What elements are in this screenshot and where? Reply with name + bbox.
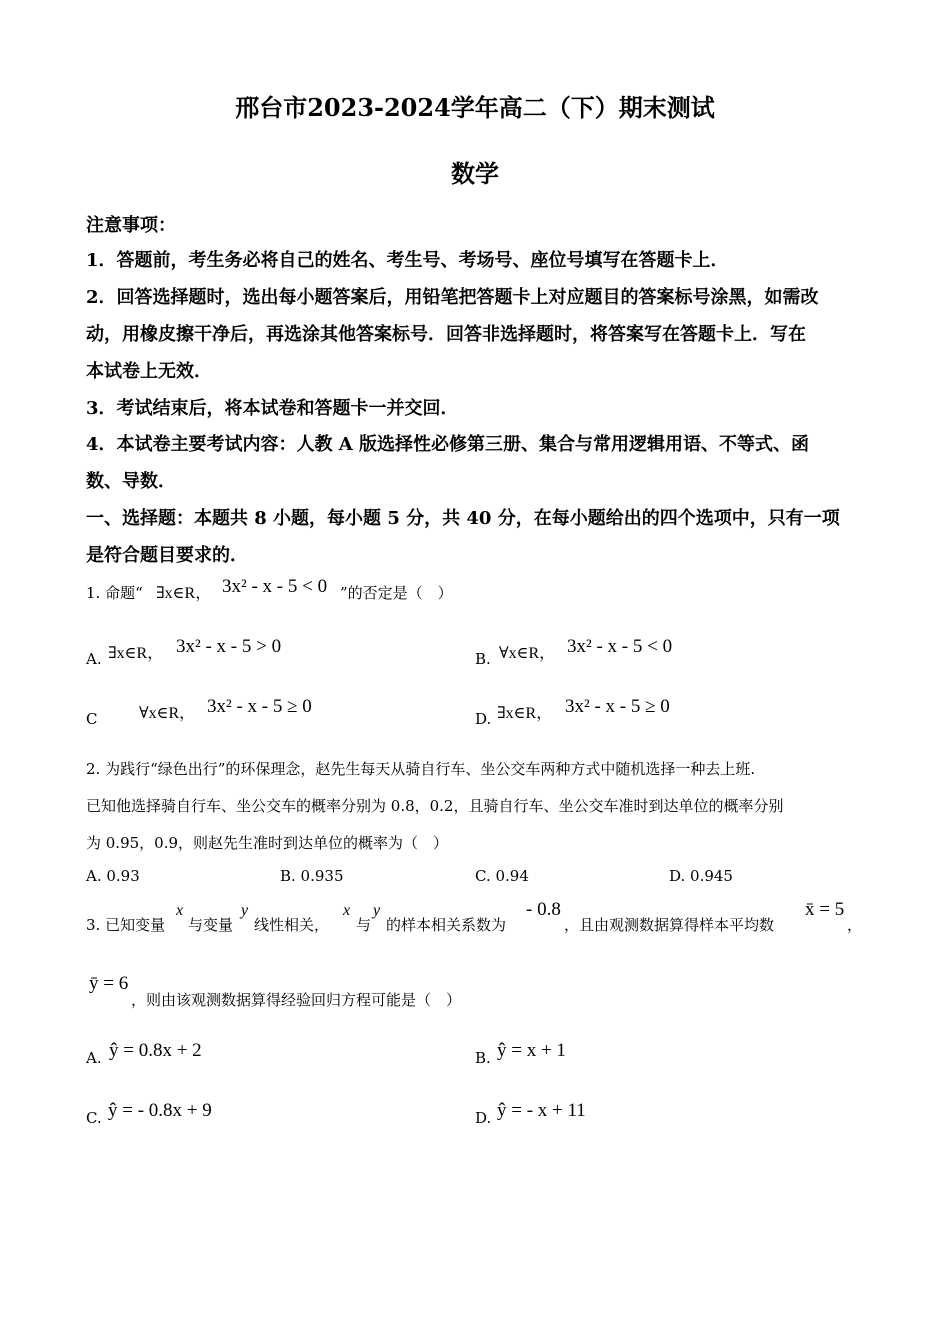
section-heading: 是符合题目要求的．: [86, 545, 248, 566]
q3-text: ，则由该观测数据算得经验回归方程可能是（ ）: [131, 991, 462, 1009]
q3-option-d-label: D.: [475, 1109, 492, 1127]
q2-option-d: D. 0.945: [669, 867, 733, 885]
notice-line: 3．考试结束后，将本试卷和答题卡一并交回．: [86, 398, 459, 419]
section-heading: 一、选择题：本题共 8 小题，每小题 5 分，共 40 分，在每小题给出的四个选项中，只有一项: [86, 508, 840, 529]
q1-option-a-quantifier: ∃x∈R，: [108, 645, 164, 662]
notice-line: 数、导数．: [86, 471, 176, 492]
q1-option-d-expression: 3x² - x - 5 ≥ 0: [565, 696, 670, 717]
notice-line: 动，用橡皮擦干净后，再选涂其他答案标号．回答非选择题时，将答案写在答题卡上．写在: [86, 324, 806, 345]
q2-option-b: B. 0.935: [280, 867, 344, 885]
q3-x-mean: x̄ = 5: [805, 899, 845, 920]
q3-var-y: y: [241, 902, 249, 919]
q3-text: 线性相关，: [254, 916, 330, 934]
q3-option-a-label: A.: [86, 1049, 102, 1067]
q1-option-b-expression: 3x² - x - 5 < 0: [567, 636, 673, 657]
q1-option-c-quantifier: ∀x∈R，: [139, 705, 196, 722]
q3-option-d-expression: ŷ = - x + 11: [497, 1100, 586, 1121]
q1-quantifier: ∃x∈R，: [156, 585, 212, 602]
q1-option-b-quantifier: ∀x∈R，: [499, 645, 556, 662]
q3-text: ，且由观测数据算得样本平均数: [564, 916, 775, 934]
q1-suffix: ”的否定是（ ）: [340, 584, 453, 602]
q3-option-c-expression: ŷ = - 0.8x + 9: [108, 1100, 212, 1121]
notice-line: 4．本试卷主要考试内容：人教 A 版选择性必修第三册、集合与常用逻辑用语、不等式、函: [86, 434, 810, 455]
q3-text: 与: [356, 916, 372, 934]
q3-text: ，: [847, 916, 863, 934]
q2-text-line: 已知他选择骑自行车、坐公交车的概率分别为 0.8，0.2，且骑自行车、坐公交车准时到达单位的概率分别: [86, 797, 784, 815]
q3-correlation-value: - 0.8: [526, 899, 561, 920]
q3-var-x: x: [176, 902, 184, 919]
notice-line: 本试卷上无效．: [86, 361, 212, 382]
q2-text-line: 为 0.95，0.9，则赵先生准时到达单位的概率为（ ）: [86, 834, 449, 852]
q3-text: 的样本相关系数为: [386, 916, 507, 934]
q1-option-d-label: D.: [475, 710, 492, 728]
q3-text: 与变量: [188, 916, 234, 934]
notice-heading: 注意事项：: [86, 215, 176, 236]
q1-option-b-label: B.: [475, 650, 491, 668]
q3-option-b-expression: ŷ = x + 1: [497, 1040, 566, 1061]
exam-title: 邢台市2023-2024学年高二（下）期末测试: [235, 93, 715, 122]
q2-option-c: C. 0.94: [475, 867, 529, 885]
q3-option-c-label: C.: [86, 1109, 102, 1127]
q1-option-c-label: C: [86, 710, 98, 728]
q3-y-mean: ȳ = 6: [89, 973, 129, 994]
subject-title: 数学: [451, 159, 499, 188]
q1-option-a-expression: 3x² - x - 5 > 0: [176, 636, 282, 657]
q2-text-line: 2. 为践行“绿色出行”的环保理念，赵先生每天从骑自行车、坐公交车两种方式中随机选择一种去上班.: [86, 760, 756, 778]
q3-option-b-label: B.: [475, 1049, 491, 1067]
q1-option-c-expression: 3x² - x - 5 ≥ 0: [207, 696, 312, 717]
q1-option-a-label: A.: [86, 650, 102, 668]
q1-option-d-quantifier: ∃x∈R，: [497, 705, 553, 722]
q2-option-a: A. 0.93: [86, 867, 140, 885]
q1-expression: 3x² - x - 5 < 0: [222, 576, 328, 597]
notice-line: 1．答题前，考生务必将自己的姓名、考生号、考场号、座位号填写在答题卡上．: [86, 250, 729, 271]
q3-text: 3. 已知变量: [86, 916, 166, 934]
q3-option-a-expression: ŷ = 0.8x + 2: [109, 1040, 202, 1061]
notice-line: 2．回答选择题时，选出每小题答案后，用铅笔把答题卡上对应题目的答案标号涂黑，如需改: [86, 287, 819, 308]
q3-var-x: x: [343, 902, 351, 919]
q3-var-y: y: [373, 902, 381, 919]
q1-prefix: 1. 命题“: [86, 584, 143, 602]
